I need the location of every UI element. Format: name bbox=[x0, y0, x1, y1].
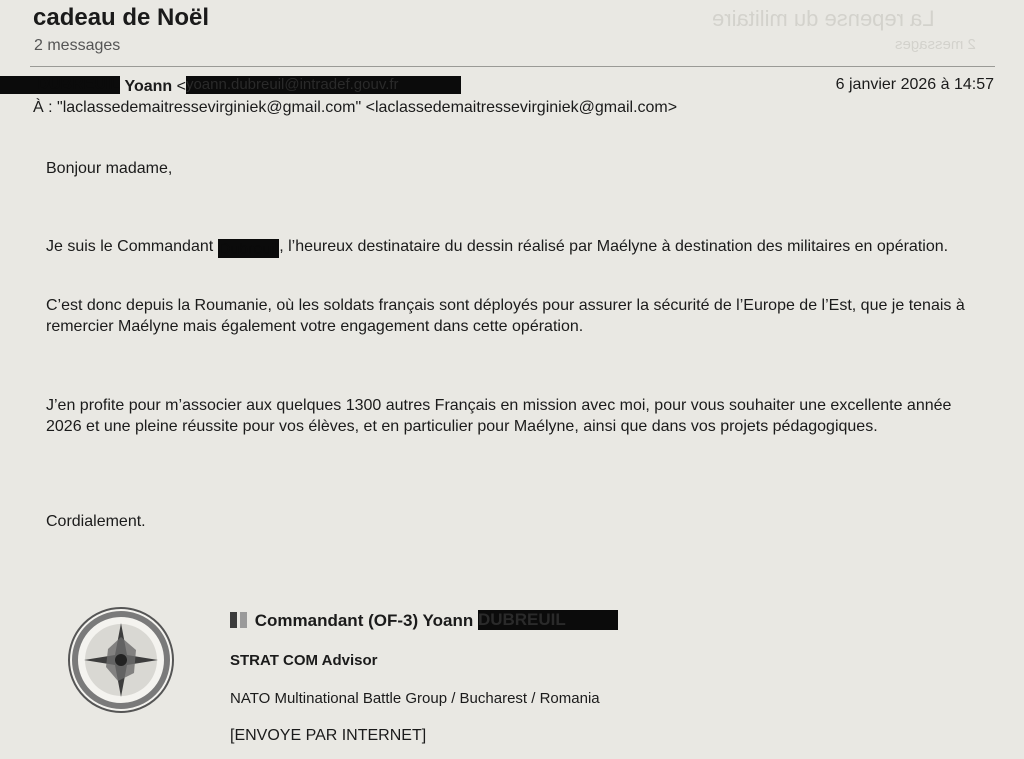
sender-surname: DUBREUIL bbox=[37, 76, 120, 93]
greeting: Bonjour madame, bbox=[46, 160, 173, 177]
header-divider bbox=[30, 66, 995, 67]
nato-emblem-logo bbox=[66, 605, 176, 715]
sender-line bbox=[33, 76, 461, 96]
closing: Cordialement. bbox=[46, 513, 146, 530]
background-page-title: La repense du militaire bbox=[712, 6, 935, 31]
redacted-name bbox=[218, 239, 280, 257]
email-date: 6 janvier 2026 à 14:57 bbox=[835, 76, 994, 93]
message-count: 2 messages bbox=[34, 37, 121, 54]
paragraph-1-name: Dubreuil bbox=[218, 241, 279, 259]
recipient-name[interactable]: "laclassedemaitressevirginiek@gmail.com" bbox=[57, 99, 362, 116]
sender-firstname: Yoann bbox=[124, 78, 173, 96]
signature-unit: NATO Multinational Battle Group / Bucharest / Romania bbox=[230, 690, 600, 707]
to-prefix: À : bbox=[33, 99, 53, 116]
paragraph-3: J’en profite pour m’associer aux quelques 1300 autres Français en mission avec moi, pour vous souhaiter une excellente année 2026 et une pleine réussite pour vos élèves, et en particulier pour Maélyne, ainsi que dans vos projets pédagogiques. bbox=[46, 397, 952, 435]
flag-icon bbox=[230, 612, 237, 628]
signature-name bbox=[230, 610, 618, 631]
paragraph-2: C’est donc depuis la Roumanie, où les soldats français sont déployés pour assurer la sécurité de l’Europe de l’Est, que je tenais à remercier Maélyne mais également votre engagement dans cette opération. bbox=[46, 297, 965, 335]
sent-note: [ENVOYE PAR INTERNET] bbox=[230, 727, 427, 744]
paragraph-1-start: Je suis le Commandant bbox=[46, 238, 218, 255]
sender-email: yoann.dubreuil@intradef.gouv.fr bbox=[185, 76, 399, 93]
flag-stripe-icon bbox=[240, 612, 247, 628]
paragraph-1 bbox=[46, 236, 976, 258]
signature-name-prefix: Commandant (OF-3) Yoann bbox=[254, 611, 478, 631]
sender-email-redacted[interactable] bbox=[186, 76, 461, 94]
signature-surname: DUBREUIL bbox=[477, 610, 566, 629]
recipient-email[interactable]: <laclassedemaitressevirginiek@gmail.com> bbox=[365, 99, 678, 116]
paragraph-1-end: , l’heureux destinataire du dessin réalisé par Maélyne à destination des militaires en opération. bbox=[279, 238, 949, 255]
sender-email-open: < bbox=[176, 78, 186, 96]
background-page-count: 2 messages bbox=[895, 36, 976, 53]
email-subject: cadeau de Noël bbox=[33, 4, 210, 31]
signature-role: STRAT COM Advisor bbox=[230, 652, 378, 669]
redaction-box bbox=[0, 76, 120, 94]
recipient-line bbox=[33, 99, 677, 117]
signature-redaction bbox=[478, 610, 618, 630]
